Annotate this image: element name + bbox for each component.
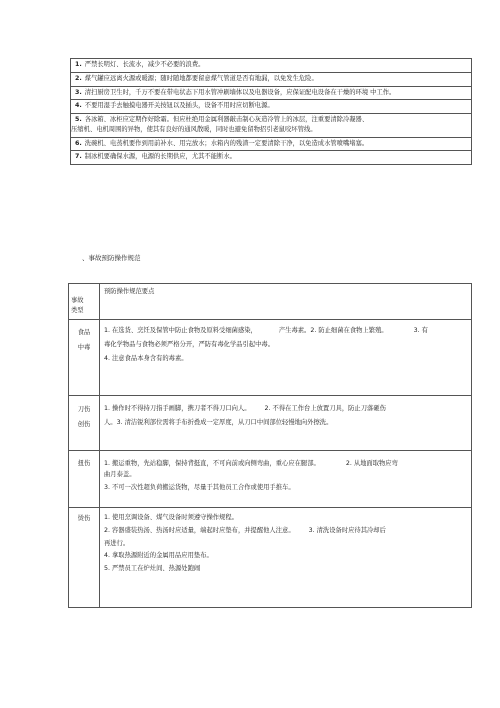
row-content-line xyxy=(104,526,467,536)
row-type-cell xyxy=(69,508,100,608)
row-content-text: 2. 容器盛装热汤、热汤时应适量，端起时应垫布，并提醒他人注意。 xyxy=(104,526,295,534)
row-content-cell xyxy=(100,396,472,451)
notice-item xyxy=(71,114,471,138)
notice-text: 煤气罐应远离火源或暖源；随时随地都要留意煤气管道是否有地漏，以免发生危险。 xyxy=(84,74,318,82)
header-type-line: 事故 xyxy=(71,297,84,304)
row-content-line xyxy=(104,459,467,469)
row-content-text: 2. 不得在工作台上放置刀具，防止刀落砸伤 xyxy=(264,405,386,412)
row-content-text: 2. 从地面取物应弯 xyxy=(345,460,398,467)
notice-text: 洗碗机、电蒸机要作到用前补水、用完放水；水箱内的残渣一定要清除干净，以免造成水管喷嘴堵塞。 xyxy=(84,139,369,147)
row-content-line xyxy=(104,326,467,336)
notice-item xyxy=(71,87,471,101)
notice-item xyxy=(71,73,471,87)
notice-number: 2. xyxy=(75,74,82,82)
row-content-text: 1. 搬运重物，先站稳脚，保持背挺直，不可向前或向侧弯曲，重心应在腿部。 xyxy=(104,460,320,467)
row-type-cell xyxy=(69,320,100,396)
row-content-text: 1. 在选货、烹饪及保管中防止食物及原料受细菌感染， xyxy=(104,327,257,334)
row-content-text: 产生毒素。2. 防止细菌在食物上繁殖。 xyxy=(278,327,388,334)
row-content-text: 1. 操作时不得持刀指手画脚，携刀者不得刀口向人。 xyxy=(104,405,251,412)
row-content-cell xyxy=(100,508,472,608)
row-type-line: 扭伤 xyxy=(77,460,91,467)
row-type-line: 中毒 xyxy=(77,343,91,351)
notice-text: 严禁长明灯、长流水，减少不必要的浪费。 xyxy=(84,61,205,68)
row-content-line: 再进行。 xyxy=(104,539,130,547)
row-type-line: 食品 xyxy=(77,329,91,336)
accident-prevention-table xyxy=(68,283,472,608)
table-header-row xyxy=(69,284,472,320)
notice-number: 5. xyxy=(75,116,82,123)
row-content-line: 1. 使用烹调设备、煤气设备时须遵守操作规程。 xyxy=(104,514,238,521)
row-type-line: 创伤 xyxy=(77,420,91,428)
row-content-line: 曲月泰盖。 xyxy=(104,470,136,478)
notice-number: 6. xyxy=(75,139,82,147)
notice-number: 3. xyxy=(75,88,82,96)
notice-text: 不要用湿手去触摸电器开关按钮以及插头，设备不用时应切断电源。 xyxy=(84,102,274,110)
notice-text-continued: 压缩机、电机周围的异物，使其有良好的通风散暖，同时也避免留物招引老鼠咬坏管线。 xyxy=(71,125,317,133)
row-content-text: 3. 清洗设备时应待其冷却后 xyxy=(308,526,386,534)
row-type-cell xyxy=(69,396,100,451)
row-type-line: 刀伤 xyxy=(77,406,91,413)
header-content-cell: 预防操作规范要点 xyxy=(100,284,472,320)
row-type-cell xyxy=(69,451,100,508)
header-type-line: 类型 xyxy=(71,306,84,314)
row-content-line: 3. 不可一次性超负荷搬运货物，尽量于其他员工合作或使用手推车。 xyxy=(104,483,295,491)
notice-item xyxy=(71,59,471,73)
table-row xyxy=(69,396,472,451)
row-content-line: 4. 注意食品本身含有的毒素。 xyxy=(104,354,188,362)
row-content-cell xyxy=(100,451,472,508)
row-content-line: 4. 拿取热源附近的金属用品应用垫布。 xyxy=(104,552,213,560)
row-content-text: 3. 有 xyxy=(413,327,428,334)
notice-number: 7. xyxy=(75,153,82,161)
row-content-line: 5. 严禁员工在炉灶间、热源处跑闹 xyxy=(104,565,201,572)
notice-item xyxy=(71,100,471,114)
row-content-line xyxy=(104,404,467,414)
row-content-line: 人。3. 清洁锐利部位需将手布折叠成一定厚度，从刀口中间部位轻慢地向外擦洗。 xyxy=(104,418,333,426)
table-row xyxy=(69,320,472,396)
table-row xyxy=(69,508,472,608)
notice-text: 制冰机要确保水源，电源的长期供应，尤其不能断水。 xyxy=(84,153,236,161)
notice-number: 4. xyxy=(75,102,82,110)
row-content-line: 毒化学物品与食物必须严格分开，严防有毒化学品引起中毒。 xyxy=(104,340,275,348)
safety-notices-list xyxy=(70,58,472,165)
table-row xyxy=(69,451,472,508)
notice-item xyxy=(71,138,471,152)
notice-text: 各冰箱、冰柜应定期作好除霜。但应杜绝用金属利器敲击制心灰造冷管上的冰层，注重要清除冷凝器、 xyxy=(84,116,369,123)
row-type-line: 烫伤 xyxy=(77,515,91,522)
header-type-cell xyxy=(69,284,100,320)
notice-text: 清扫厨房卫生时，千万不要在带电状态下用水管冲刷墙体以及电器设备，应保证配电设备在干燥的环境 中工作。 xyxy=(84,88,396,96)
notice-item xyxy=(71,151,471,165)
notice-number: 1. xyxy=(75,61,82,68)
section-title: 、事故预防操作规范 xyxy=(82,254,141,262)
row-content-cell xyxy=(100,320,472,396)
